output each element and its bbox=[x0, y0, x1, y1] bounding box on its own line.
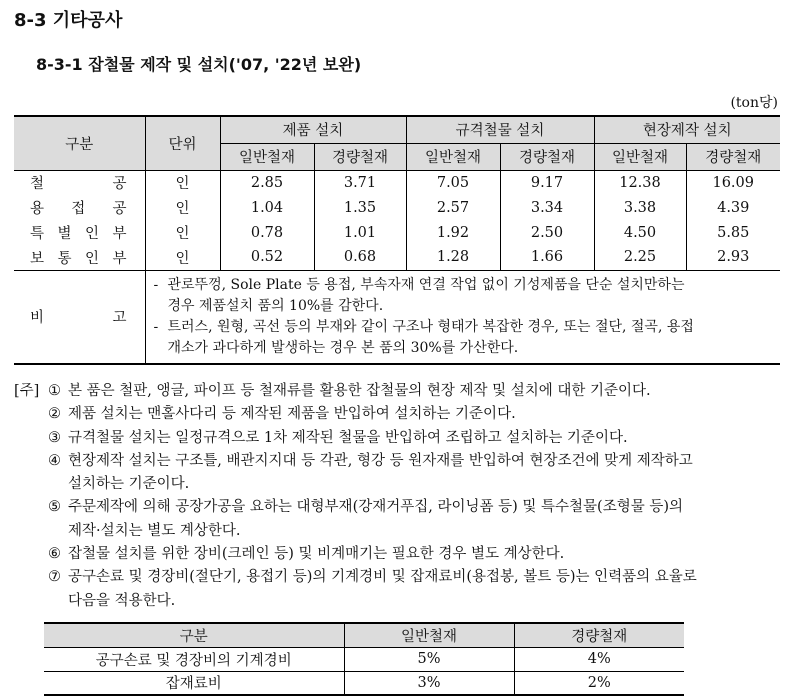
cell-value: 2.25 bbox=[594, 245, 686, 270]
remark-item: - 관로뚜껑, Sole Plate 등 용접, 부속자재 연결 작업 없이 기성제품을 단순 설치만하는 경우 제품설치 품의 10%를 감한다. bbox=[153, 276, 685, 314]
header-group-onsite: 현장제작 설치 bbox=[594, 116, 780, 143]
row-label: 철 공 bbox=[30, 176, 127, 193]
cell-value: 1.01 bbox=[314, 220, 406, 245]
rate-header: 일반철재 bbox=[344, 623, 514, 647]
subheader: 경량철재 bbox=[686, 143, 780, 170]
unit-label: (ton당) bbox=[730, 95, 778, 111]
rate-label: 공구손료 및 경장비의 기계경비 bbox=[44, 647, 344, 671]
subheader: 일반철재 bbox=[594, 143, 686, 170]
header-group-standard: 규격철물 설치 bbox=[406, 116, 594, 143]
subheader: 경량철재 bbox=[314, 143, 406, 170]
remark-item: - 트러스, 원형, 곡선 등의 부재와 같이 구조나 형태가 복잡한 경우, 또는 절단, 절곡, 용접 개소가 과다하게 발생하는 경우 본 품의 30%를 가산한다. bbox=[153, 318, 694, 356]
row-label: 용 접 공 bbox=[30, 201, 127, 217]
table-row bbox=[14, 220, 780, 245]
table-row bbox=[14, 245, 780, 270]
cell-value: 0.52 bbox=[220, 245, 314, 270]
cell-value: 1.92 bbox=[406, 220, 500, 245]
header-category: 구분 bbox=[14, 116, 145, 170]
rate-header: 구분 bbox=[44, 623, 344, 647]
cell-value: 12.38 bbox=[594, 170, 686, 195]
cell-value: 0.78 bbox=[220, 220, 314, 245]
remarks-row bbox=[14, 270, 780, 364]
row-unit: 인 bbox=[145, 195, 220, 220]
rate-value: 3% bbox=[344, 671, 514, 695]
remarks-content bbox=[145, 270, 780, 364]
table-row bbox=[44, 671, 684, 695]
cell-value: 3.34 bbox=[500, 195, 594, 220]
note-item: [주] ① 본 품은 철판, 앵글, 파이프 등 철재류를 활용한 잡철물의 현장 제작 및 설치에 대한 기준이다. bbox=[14, 380, 784, 403]
note-item: ⑤ 주문제작에 의해 공장가공을 요하는 대형부재(강재거푸집, 라이닝폼 등) 및 특수철물(조형물 등)의 제작·설치는 별도 계상한다. bbox=[48, 499, 683, 539]
row-unit: 인 bbox=[145, 245, 220, 270]
note-item: ② 제품 설치는 맨홀사다리 등 제작된 제품을 반입하여 설치하는 기준이다. bbox=[48, 406, 516, 423]
remarks-label: 비 고 bbox=[30, 310, 127, 326]
row-label: 특 별 인 부 bbox=[30, 226, 127, 242]
page-title: 8-3 기타공사 bbox=[14, 10, 123, 31]
subheader: 일반철재 bbox=[406, 143, 500, 170]
subheader: 경량철재 bbox=[500, 143, 594, 170]
note-item: ③ 규격철물 설치는 일정규격으로 1차 제작된 철물을 반입하여 조립하고 설치하는 기준이다. bbox=[48, 429, 628, 446]
rate-value: 2% bbox=[514, 671, 684, 695]
rate-value: 5% bbox=[344, 647, 514, 671]
cell-value: 1.66 bbox=[500, 245, 594, 270]
cell-value: 4.39 bbox=[686, 195, 780, 220]
notes-label: [주] bbox=[14, 383, 40, 399]
cell-value: 0.68 bbox=[314, 245, 406, 270]
notes bbox=[14, 380, 784, 613]
cell-value: 1.28 bbox=[406, 245, 500, 270]
cell-value: 16.09 bbox=[686, 170, 780, 195]
table-row bbox=[14, 195, 780, 220]
note-item: ⑦ 공구손료 및 경장비(절단기, 용접기 등)의 기계경비 및 잡재료비(용접봉, 볼트 등)는 인력품의 요율로 다음을 적용한다. bbox=[48, 569, 697, 609]
section-title: 8-3-1 잡철물 제작 및 설치('07, '22년 보완) bbox=[36, 55, 362, 74]
row-label: 보 통 인 부 bbox=[30, 250, 127, 267]
cell-value: 2.85 bbox=[220, 170, 314, 195]
row-unit: 인 bbox=[145, 220, 220, 245]
rate-header: 경량철재 bbox=[514, 623, 684, 647]
header-group-product: 제품 설치 bbox=[220, 116, 406, 143]
rate-table bbox=[44, 622, 684, 696]
table-row bbox=[14, 170, 780, 195]
cell-value: 5.85 bbox=[686, 220, 780, 245]
cell-value: 2.57 bbox=[406, 195, 500, 220]
rate-value: 4% bbox=[514, 647, 684, 671]
cell-value: 7.05 bbox=[406, 170, 500, 195]
cell-value: 9.17 bbox=[500, 170, 594, 195]
cell-value: 1.35 bbox=[314, 195, 406, 220]
header-unit: 단위 bbox=[145, 116, 220, 170]
table-row bbox=[44, 647, 684, 671]
cell-value: 1.04 bbox=[220, 195, 314, 220]
cell-value: 3.38 bbox=[594, 195, 686, 220]
cell-value: 3.71 bbox=[314, 170, 406, 195]
row-unit: 인 bbox=[145, 170, 220, 195]
cell-value: 2.93 bbox=[686, 245, 780, 270]
cell-value: 2.50 bbox=[500, 220, 594, 245]
rate-label: 잡재료비 bbox=[44, 671, 344, 695]
note-item: ⑥ 잡철물 설치를 위한 장비(크레인 등) 및 비계매기는 필요한 경우 별도 계상한다. bbox=[48, 546, 565, 563]
labor-table bbox=[14, 115, 780, 365]
cell-value: 4.50 bbox=[594, 220, 686, 245]
note-item: ④ 현장제작 설치는 구조틀, 배관지지대 등 각관, 형강 등 원자재를 반입하여 현장조건에 맞게 제작하고 설치하는 기준이다. bbox=[48, 452, 693, 493]
subheader: 일반철재 bbox=[220, 143, 314, 170]
